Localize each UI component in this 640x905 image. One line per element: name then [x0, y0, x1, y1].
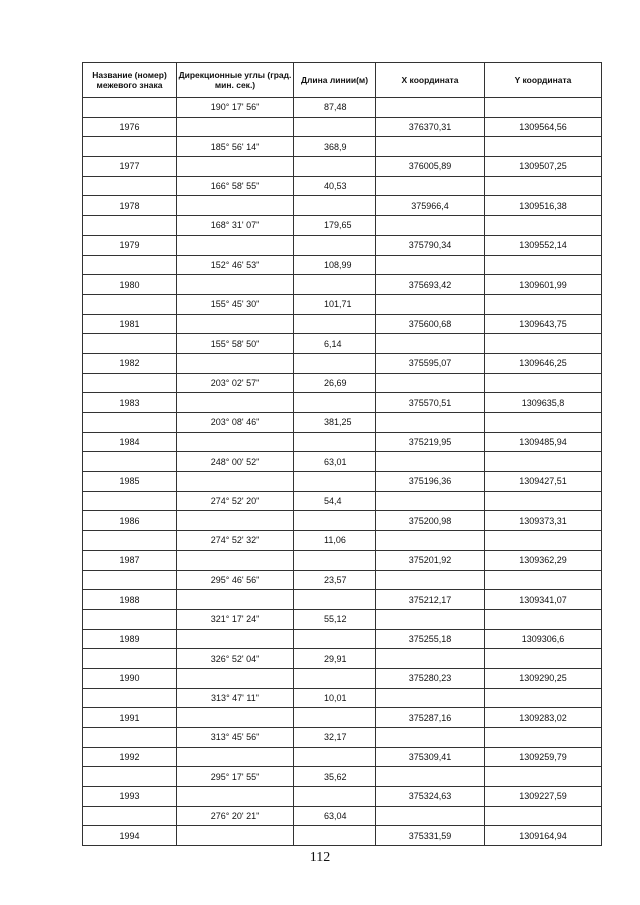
bearing-cell: 203° 02' 57": [177, 373, 294, 393]
empty-cell: [294, 157, 376, 177]
bearing-cell: 295° 46' 56": [177, 570, 294, 590]
segment-row: [83, 531, 602, 551]
header-name: Название (номер) межевого знака: [83, 63, 177, 98]
bearing-cell: 166° 58' 55": [177, 176, 294, 196]
header-angle: Дирекционные углы (град. мин. сек.): [177, 63, 294, 98]
point-row: [83, 787, 602, 807]
empty-cell: [485, 176, 602, 196]
point-name-cell: 1978: [83, 196, 177, 216]
point-row: [83, 353, 602, 373]
empty-cell: [485, 767, 602, 787]
x-coordinate-cell: 376370,31: [376, 117, 485, 137]
point-name-cell: 1994: [83, 826, 177, 846]
x-coordinate-cell: 375966,4: [376, 196, 485, 216]
empty-cell: [294, 747, 376, 767]
empty-cell: [485, 98, 602, 118]
header-length: Длина линии(м): [294, 63, 376, 98]
empty-cell: [294, 196, 376, 216]
point-row: [83, 393, 602, 413]
length-cell: 29,91: [294, 649, 376, 669]
empty-cell: [376, 728, 485, 748]
empty-cell: [177, 747, 294, 767]
page-number: 112: [309, 850, 331, 865]
y-coordinate-cell: 1309635,8: [485, 393, 602, 413]
point-name-cell: 1983: [83, 393, 177, 413]
length-cell: 35,62: [294, 767, 376, 787]
segment-row: [83, 294, 602, 314]
point-row: [83, 275, 602, 295]
empty-cell: [83, 609, 177, 629]
point-row: [83, 826, 602, 846]
empty-cell: [294, 353, 376, 373]
empty-cell: [294, 708, 376, 728]
point-name-cell: 1981: [83, 314, 177, 334]
bearing-cell: 190° 17' 56": [177, 98, 294, 118]
empty-cell: [177, 157, 294, 177]
empty-cell: [177, 432, 294, 452]
empty-cell: [376, 452, 485, 472]
empty-cell: [83, 531, 177, 551]
empty-cell: [485, 334, 602, 354]
empty-cell: [83, 413, 177, 433]
point-name-cell: 1982: [83, 353, 177, 373]
point-row: [83, 590, 602, 610]
table-header-row: [83, 63, 602, 98]
empty-cell: [376, 806, 485, 826]
empty-cell: [177, 590, 294, 610]
bearing-cell: 274° 52' 20": [177, 491, 294, 511]
x-coordinate-cell: 375219,95: [376, 432, 485, 452]
empty-cell: [485, 531, 602, 551]
empty-cell: [294, 629, 376, 649]
empty-cell: [83, 334, 177, 354]
y-coordinate-cell: 1309373,31: [485, 511, 602, 531]
empty-cell: [485, 373, 602, 393]
point-name-cell: 1984: [83, 432, 177, 452]
empty-cell: [294, 235, 376, 255]
length-cell: 55,12: [294, 609, 376, 629]
bearing-cell: 276° 20' 21": [177, 806, 294, 826]
y-coordinate-cell: 1309427,51: [485, 472, 602, 492]
point-row: [83, 196, 602, 216]
segment-row: [83, 137, 602, 157]
bearing-cell: 326° 52' 04": [177, 649, 294, 669]
empty-cell: [83, 806, 177, 826]
point-name-cell: 1990: [83, 668, 177, 688]
y-coordinate-cell: 1309552,14: [485, 235, 602, 255]
empty-cell: [485, 491, 602, 511]
empty-cell: [485, 255, 602, 275]
empty-cell: [485, 294, 602, 314]
empty-cell: [485, 452, 602, 472]
empty-cell: [376, 767, 485, 787]
empty-cell: [485, 609, 602, 629]
empty-cell: [485, 688, 602, 708]
bearing-cell: 155° 45' 30": [177, 294, 294, 314]
length-cell: 40,53: [294, 176, 376, 196]
x-coordinate-cell: 375790,34: [376, 235, 485, 255]
segment-row: [83, 491, 602, 511]
segment-row: [83, 609, 602, 629]
point-name-cell: 1986: [83, 511, 177, 531]
length-cell: 63,04: [294, 806, 376, 826]
empty-cell: [83, 98, 177, 118]
x-coordinate-cell: 375196,36: [376, 472, 485, 492]
bearing-cell: 321° 17' 24": [177, 609, 294, 629]
empty-cell: [294, 550, 376, 570]
empty-cell: [294, 826, 376, 846]
point-name-cell: 1992: [83, 747, 177, 767]
point-row: [83, 432, 602, 452]
segment-row: [83, 767, 602, 787]
x-coordinate-cell: 375287,16: [376, 708, 485, 728]
empty-cell: [376, 491, 485, 511]
empty-cell: [83, 176, 177, 196]
x-coordinate-cell: 375595,07: [376, 353, 485, 373]
y-coordinate-cell: 1309259,79: [485, 747, 602, 767]
empty-cell: [177, 393, 294, 413]
point-name-cell: 1993: [83, 787, 177, 807]
x-coordinate-cell: 375570,51: [376, 393, 485, 413]
empty-cell: [177, 629, 294, 649]
segment-row: [83, 413, 602, 433]
empty-cell: [376, 216, 485, 236]
empty-cell: [177, 196, 294, 216]
y-coordinate-cell: 1309564,56: [485, 117, 602, 137]
empty-cell: [376, 570, 485, 590]
y-coordinate-cell: 1309646,25: [485, 353, 602, 373]
empty-cell: [376, 255, 485, 275]
empty-cell: [83, 767, 177, 787]
point-row: [83, 550, 602, 570]
x-coordinate-cell: 375600,68: [376, 314, 485, 334]
point-row: [83, 117, 602, 137]
x-coordinate-cell: 375693,42: [376, 275, 485, 295]
segment-row: [83, 649, 602, 669]
point-name-cell: 1976: [83, 117, 177, 137]
empty-cell: [376, 373, 485, 393]
x-coordinate-cell: 375255,18: [376, 629, 485, 649]
length-cell: 179,65: [294, 216, 376, 236]
empty-cell: [294, 511, 376, 531]
x-coordinate-cell: 375309,41: [376, 747, 485, 767]
empty-cell: [83, 649, 177, 669]
length-cell: 32,17: [294, 728, 376, 748]
empty-cell: [376, 688, 485, 708]
empty-cell: [376, 294, 485, 314]
point-row: [83, 708, 602, 728]
y-coordinate-cell: 1309306,6: [485, 629, 602, 649]
length-cell: 10,01: [294, 688, 376, 708]
empty-cell: [83, 373, 177, 393]
segment-row: [83, 216, 602, 236]
y-coordinate-cell: 1309341,07: [485, 590, 602, 610]
length-cell: 101,71: [294, 294, 376, 314]
empty-cell: [485, 413, 602, 433]
bearing-cell: 295° 17' 55": [177, 767, 294, 787]
empty-cell: [485, 806, 602, 826]
empty-cell: [177, 353, 294, 373]
empty-cell: [376, 649, 485, 669]
empty-cell: [376, 334, 485, 354]
y-coordinate-cell: 1309643,75: [485, 314, 602, 334]
point-row: [83, 629, 602, 649]
y-coordinate-cell: 1309601,99: [485, 275, 602, 295]
point-row: [83, 668, 602, 688]
segment-row: [83, 728, 602, 748]
empty-cell: [177, 235, 294, 255]
point-row: [83, 235, 602, 255]
empty-cell: [376, 609, 485, 629]
empty-cell: [83, 216, 177, 236]
length-cell: 368,9: [294, 137, 376, 157]
segment-row: [83, 334, 602, 354]
x-coordinate-cell: 375280,23: [376, 668, 485, 688]
y-coordinate-cell: 1309290,25: [485, 668, 602, 688]
empty-cell: [294, 590, 376, 610]
point-name-cell: 1980: [83, 275, 177, 295]
empty-cell: [83, 570, 177, 590]
empty-cell: [294, 432, 376, 452]
empty-cell: [177, 708, 294, 728]
bearing-cell: 155° 58' 50": [177, 334, 294, 354]
empty-cell: [177, 550, 294, 570]
empty-cell: [294, 668, 376, 688]
header-x: X координата: [376, 63, 485, 98]
point-row: [83, 747, 602, 767]
empty-cell: [376, 137, 485, 157]
length-cell: 54,4: [294, 491, 376, 511]
table-body: [83, 98, 602, 846]
empty-cell: [83, 294, 177, 314]
point-name-cell: 1991: [83, 708, 177, 728]
point-row: [83, 157, 602, 177]
length-cell: 108,99: [294, 255, 376, 275]
point-name-cell: 1989: [83, 629, 177, 649]
segment-row: [83, 98, 602, 118]
point-name-cell: 1979: [83, 235, 177, 255]
empty-cell: [376, 98, 485, 118]
empty-cell: [294, 787, 376, 807]
length-cell: 381,25: [294, 413, 376, 433]
point-row: [83, 314, 602, 334]
empty-cell: [177, 472, 294, 492]
y-coordinate-cell: 1309227,59: [485, 787, 602, 807]
y-coordinate-cell: 1309485,94: [485, 432, 602, 452]
bearing-cell: 168° 31' 07": [177, 216, 294, 236]
empty-cell: [294, 393, 376, 413]
point-row: [83, 472, 602, 492]
x-coordinate-cell: 375331,59: [376, 826, 485, 846]
empty-cell: [294, 117, 376, 137]
x-coordinate-cell: 375200,98: [376, 511, 485, 531]
empty-cell: [294, 314, 376, 334]
empty-cell: [485, 570, 602, 590]
empty-cell: [294, 275, 376, 295]
bearing-cell: 313° 47' 11": [177, 688, 294, 708]
empty-cell: [485, 137, 602, 157]
y-coordinate-cell: 1309164,94: [485, 826, 602, 846]
empty-cell: [376, 413, 485, 433]
empty-cell: [177, 787, 294, 807]
segment-row: [83, 806, 602, 826]
point-name-cell: 1977: [83, 157, 177, 177]
header-y: Y координата: [485, 63, 602, 98]
y-coordinate-cell: 1309283,02: [485, 708, 602, 728]
y-coordinate-cell: 1309362,29: [485, 550, 602, 570]
empty-cell: [294, 472, 376, 492]
segment-row: [83, 452, 602, 472]
segment-row: [83, 570, 602, 590]
empty-cell: [177, 275, 294, 295]
empty-cell: [376, 531, 485, 551]
empty-cell: [83, 137, 177, 157]
bearing-cell: 248° 00' 52": [177, 452, 294, 472]
segment-row: [83, 688, 602, 708]
empty-cell: [177, 314, 294, 334]
empty-cell: [83, 728, 177, 748]
bearing-cell: 274° 52' 32": [177, 531, 294, 551]
bearing-cell: 185° 56' 14": [177, 137, 294, 157]
empty-cell: [83, 491, 177, 511]
length-cell: 63,01: [294, 452, 376, 472]
length-cell: 26,69: [294, 373, 376, 393]
bearing-cell: 203° 08' 46": [177, 413, 294, 433]
x-coordinate-cell: 376005,89: [376, 157, 485, 177]
empty-cell: [177, 511, 294, 531]
point-name-cell: 1985: [83, 472, 177, 492]
segment-row: [83, 373, 602, 393]
empty-cell: [485, 728, 602, 748]
length-cell: 6,14: [294, 334, 376, 354]
x-coordinate-cell: 375201,92: [376, 550, 485, 570]
empty-cell: [177, 826, 294, 846]
length-cell: 87,48: [294, 98, 376, 118]
y-coordinate-cell: 1309516,38: [485, 196, 602, 216]
empty-cell: [376, 176, 485, 196]
empty-cell: [177, 117, 294, 137]
point-row: [83, 511, 602, 531]
segment-row: [83, 255, 602, 275]
empty-cell: [83, 255, 177, 275]
length-cell: 11,06: [294, 531, 376, 551]
point-name-cell: 1988: [83, 590, 177, 610]
coordinates-table: [82, 62, 602, 846]
empty-cell: [83, 452, 177, 472]
empty-cell: [485, 649, 602, 669]
y-coordinate-cell: 1309507,25: [485, 157, 602, 177]
segment-row: [83, 176, 602, 196]
bearing-cell: 313° 45' 56": [177, 728, 294, 748]
empty-cell: [177, 668, 294, 688]
x-coordinate-cell: 375212,17: [376, 590, 485, 610]
empty-cell: [83, 688, 177, 708]
length-cell: 23,57: [294, 570, 376, 590]
x-coordinate-cell: 375324,63: [376, 787, 485, 807]
empty-cell: [485, 216, 602, 236]
bearing-cell: 152° 46' 53": [177, 255, 294, 275]
point-name-cell: 1987: [83, 550, 177, 570]
